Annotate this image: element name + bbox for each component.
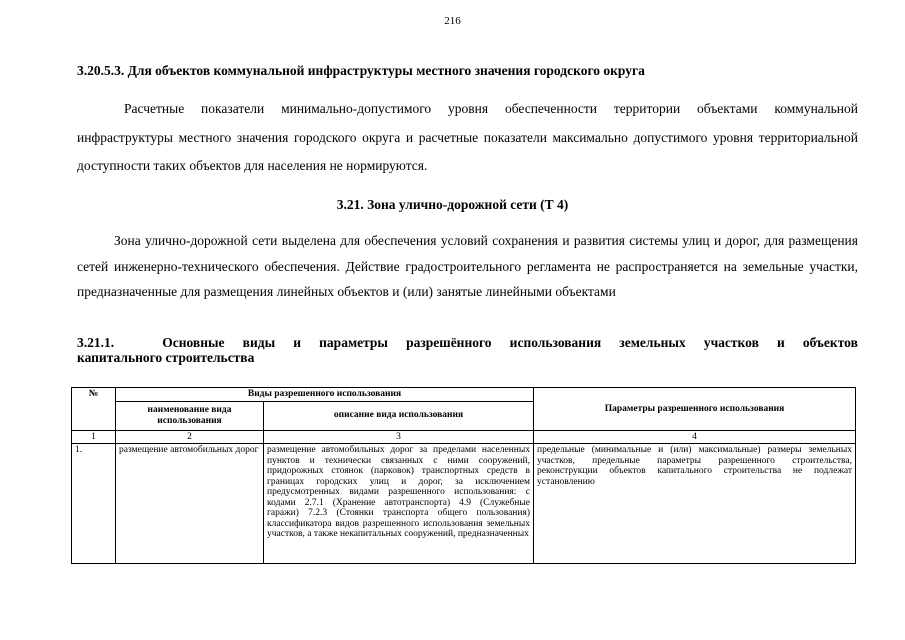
column-number-row — [72, 430, 856, 444]
heading-word: разрешённого — [406, 335, 492, 350]
heading-word: параметры — [319, 335, 388, 350]
subsection-heading — [77, 335, 858, 365]
page-number: 216 — [444, 15, 461, 27]
heading-word: использования — [509, 335, 602, 350]
column-number: 3 — [264, 430, 534, 444]
table-row — [72, 444, 856, 564]
paragraph-utility-infrastructure: Расчетные показатели минимально-допустимого уровня обеспеченности территории объектами коммунальной инфраструктуры местного значения городского округа и расчетные показатели максимально допустимого уровня территориальной доступности таких объектов для населения не нормируются. — [77, 101, 858, 173]
subsection-heading-line1 — [77, 335, 858, 350]
paragraph-zone-description: Зона улично-дорожной сети выделена для обеспечения условий сохранения и развития системы улиц и дорог, для размещения сетей инженерно-технического обеспечения. Действие градостроительного регламента не распространяется на земельные участки, предназначенные для размещения линейных объектов и (или) занятые линейными объектами — [77, 233, 858, 299]
use-description-text: размещение автомобильных дорог за пределами населенных пунктов и технически связанных с ними сооружений, придорожных стоянок (парковок) транспортных средств в границах городских улиц и дорог, за исключением предусмотренных видами разрешенного использования: с кодами 2.7.1 (Хранение автотранспорта) 4.9 (Служебные гаражи) 7.2.3 (Стоянки транспорта общего пользования) классификатора видов разрешенного использования земельных участков, а также некапитальных сооружений, предназначенных — [267, 445, 530, 539]
header-permitted-use-types: Виды разрешенного использования — [116, 388, 534, 402]
heading-word: и — [776, 335, 785, 350]
column-number: 1 — [72, 430, 116, 444]
header-num: № — [72, 388, 116, 431]
permitted-use-table — [71, 387, 856, 564]
heading-word: земельных — [619, 335, 686, 350]
row-number: 1. — [72, 444, 116, 564]
header-description: описание вида использования — [264, 401, 534, 430]
heading-word: Основные — [162, 335, 225, 350]
section-heading: 3.20.5.3. Для объектов коммунальной инфраструктуры местного значения городского округа — [77, 63, 645, 78]
zone-title: 3.21. Зона улично-дорожной сети (Т 4) — [336, 197, 569, 212]
header-params: Параметры разрешенного использования — [534, 388, 856, 431]
subsection-heading-line2: капитального строительства — [77, 350, 255, 365]
heading-word: и — [293, 335, 302, 350]
use-name: размещение автомобильных дорог — [116, 444, 264, 564]
use-description — [264, 444, 534, 564]
header-name: наименование вида использования — [116, 401, 264, 430]
heading-word: виды — [242, 335, 276, 350]
heading-word: объектов — [802, 335, 858, 350]
use-params: предельные (минимальные и (или) максимальные) размеры земельных участков, предельные параметры разрешенного строительства, реконструкции объектов капитального строительства не подлежат установлению — [534, 444, 856, 564]
heading-word: участков — [703, 335, 759, 350]
column-number: 4 — [534, 430, 856, 444]
column-number: 2 — [116, 430, 264, 444]
subsection-number: 3.21.1. — [77, 335, 115, 350]
